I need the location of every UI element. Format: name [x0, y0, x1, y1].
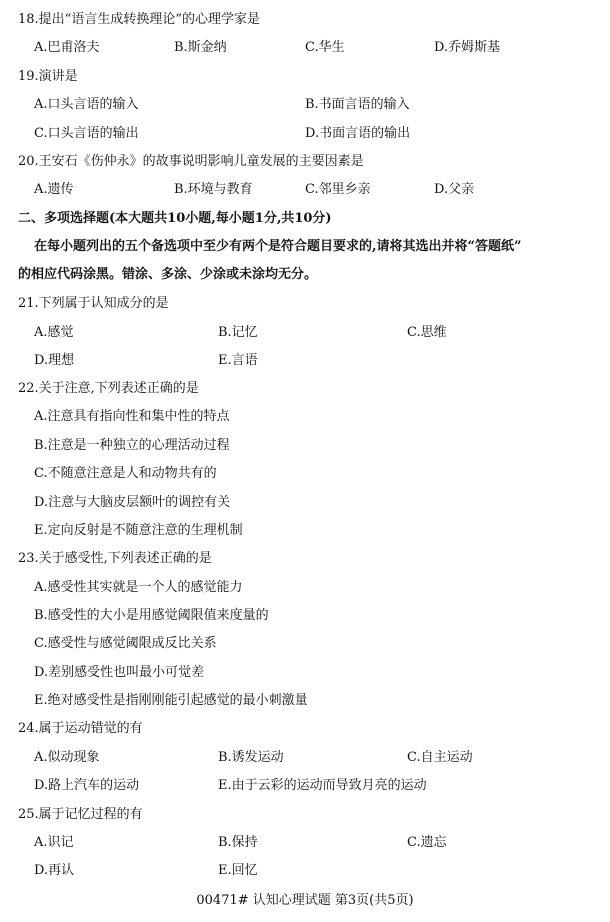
question-25-stem: 25.属于记忆过程的有: [18, 807, 143, 822]
question-18-option-b: B.斯金纳: [174, 40, 227, 55]
question-19-option-d: D.书面言语的输出: [305, 126, 411, 141]
question-21-stem: 21.下列属于认知成分的是: [18, 296, 169, 311]
question-18-option-a: A.巴甫洛夫: [34, 40, 100, 55]
question-21-option-c: C.思维: [407, 325, 447, 340]
question-18-option-d: D.乔姆斯基: [434, 40, 501, 55]
question-20-option-b: B.环境与教育: [174, 182, 253, 197]
question-25-option-d: D.再认: [34, 863, 75, 878]
question-24-option-e: E.由于云彩的运动而导致月亮的运动: [218, 778, 427, 793]
question-23-option-a: A.感受性其实就是一个人的感觉能力: [34, 580, 243, 595]
question-21-option-a: A.感觉: [34, 325, 74, 340]
section-instruction-line-2: 的相应代码涂黑。错涂、多涂、少涂或未涂均无分。: [18, 267, 318, 282]
question-20-option-a: A.遗传: [34, 182, 74, 197]
question-20-option-d: D.父亲: [434, 182, 475, 197]
question-19-stem: 19.演讲是: [18, 69, 78, 84]
question-25-option-c: C.遗忘: [407, 835, 447, 850]
question-22-option-b: B.注意是一种独立的心理活动过程: [34, 438, 230, 453]
question-23-option-d: D.差别感受性也叫最小可觉差: [34, 665, 205, 680]
question-23-option-b: B.感受性的大小是用感觉阈限值来度量的: [34, 608, 269, 623]
question-24-stem: 24.属于运动错觉的有: [18, 721, 143, 736]
question-24-option-b: B.诱发运动: [218, 750, 284, 765]
question-21-option-e: E.言语: [218, 353, 258, 368]
section-instruction-line-1: 在每小题列出的五个备选项中至少有两个是符合题目要求的,请将其选出并将“答题纸”: [34, 239, 522, 254]
question-18-stem: 18.提出“语言生成转换理论”的心理学家是: [18, 12, 260, 27]
question-23-stem: 23.关于感受性,下列表述正确的是: [18, 551, 212, 566]
question-20-option-c: C.邻里乡亲: [305, 182, 371, 197]
page-footer: 00471# 认知心理试题 第3页(共5页): [196, 893, 414, 908]
question-24-option-d: D.路上汽车的运动: [34, 778, 140, 793]
question-22-option-a: A.注意具有指向性和集中性的特点: [34, 409, 230, 424]
question-22-stem: 22.关于注意,下列表述正确的是: [18, 381, 199, 396]
question-25-option-a: A.识记: [34, 835, 74, 850]
question-22-option-e: E.定向反射是不随意注意的生理机制: [34, 523, 243, 538]
question-22-option-d: D.注意与大脑皮层额叶的调控有关: [34, 495, 231, 510]
question-24-option-a: A.似动现象: [34, 750, 100, 765]
question-24-option-c: C.自主运动: [407, 750, 473, 765]
question-25-option-e: E.回忆: [218, 863, 258, 878]
question-23-option-c: C.感受性与感觉阈限成反比关系: [34, 636, 217, 651]
question-19-option-c: C.口头言语的输出: [34, 126, 139, 141]
question-18-option-c: C.华生: [305, 40, 345, 55]
question-19-option-b: B.书面言语的输入: [305, 97, 410, 112]
question-19-option-a: A.口头言语的输入: [34, 97, 139, 112]
question-25-option-b: B.保持: [218, 835, 258, 850]
question-21-option-b: B.记忆: [218, 325, 258, 340]
question-21-option-d: D.理想: [34, 353, 75, 368]
question-23-option-e: E.绝对感受性是指刚刚能引起感觉的最小刺激量: [34, 693, 308, 708]
section-heading: 二、多项选择题(本大题共10小题,每小题1分,共10分): [18, 211, 332, 226]
question-22-option-c: C.不随意注意是人和动物共有的: [34, 466, 217, 481]
question-20-stem: 20.王安石《伤仲永》的故事说明影响儿童发展的主要因素是: [18, 154, 364, 169]
